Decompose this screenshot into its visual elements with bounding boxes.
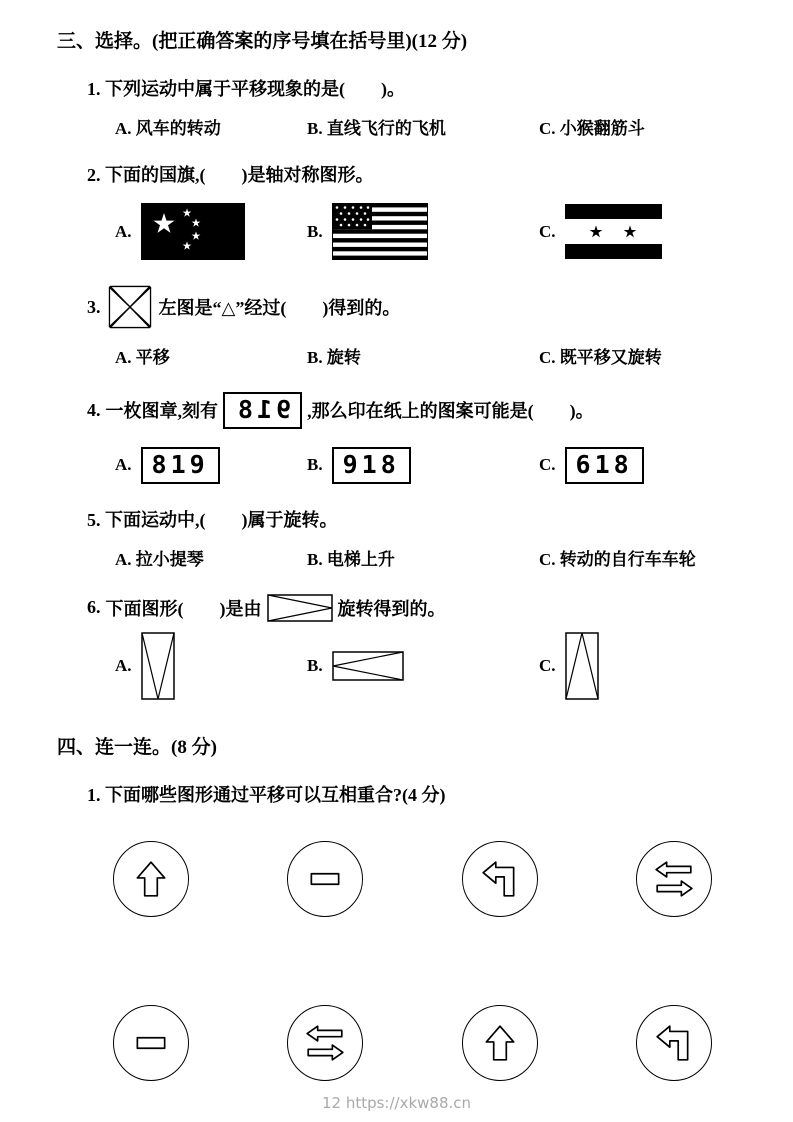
match-shapes-row-2 bbox=[113, 1005, 712, 1081]
q6-shape-a-image bbox=[141, 632, 175, 700]
circle-r2-swap-arrows bbox=[287, 1005, 363, 1081]
footer-watermark: 12 https://xkw88.cn bbox=[321, 1094, 472, 1112]
q5-option-c: C. 转动的自行车车轮 bbox=[539, 549, 696, 569]
q6-text-after: 旋转得到的。 bbox=[337, 598, 446, 619]
up-arrow-icon bbox=[130, 858, 172, 900]
question-3 bbox=[87, 284, 753, 368]
q6-label-c: C. bbox=[539, 655, 556, 675]
two-star-flag-image bbox=[565, 203, 662, 260]
section-4-heading: 四、连一连。(8 分) bbox=[57, 736, 217, 758]
q1-option-a: A. 风车的转动 bbox=[115, 119, 221, 138]
question-4 bbox=[87, 392, 753, 484]
q4-label-c: C. bbox=[539, 455, 556, 475]
q6-number: 6. bbox=[87, 597, 101, 617]
question-6-text-row bbox=[87, 594, 753, 622]
q2-label-a: A. bbox=[115, 221, 132, 241]
q4-digits-c: 618 bbox=[565, 447, 644, 484]
q4-digits-a: 819 bbox=[141, 447, 220, 484]
q2-option-b bbox=[307, 203, 539, 260]
question-5-options bbox=[115, 545, 753, 570]
question-4-options bbox=[115, 447, 753, 484]
pinwheel-image bbox=[106, 284, 154, 330]
q3-text: 左图是“△”经过( )得到的。 bbox=[158, 298, 401, 318]
question-1-options bbox=[115, 114, 753, 139]
q6-text-before: 下面图形( )是由 bbox=[105, 598, 262, 619]
q3-option-c: C. 既平移又旋转 bbox=[539, 348, 662, 367]
question-2 bbox=[87, 161, 753, 260]
circle-r1-up-arrow bbox=[113, 841, 189, 917]
circle-r2-turn-left bbox=[636, 1005, 712, 1081]
q2-option-c bbox=[539, 203, 753, 260]
q2-label-b: B. bbox=[307, 221, 323, 241]
turn-left-arrow-icon bbox=[479, 858, 521, 900]
question-6 bbox=[87, 594, 753, 700]
match-shapes-row-1 bbox=[113, 841, 712, 917]
q6-option-c bbox=[539, 632, 753, 700]
china-flag-image bbox=[141, 203, 245, 260]
q6-label-b: B. bbox=[307, 655, 323, 675]
q1-option-b: B. 直线飞行的飞机 bbox=[307, 119, 446, 138]
circle-r1-swap-arrows bbox=[636, 841, 712, 917]
question-3-options bbox=[115, 343, 753, 368]
q4-text-after: ,那么印在纸上的图案可能是( )。 bbox=[307, 401, 594, 422]
q6-label-a: A. bbox=[115, 655, 132, 675]
q5-option-a: A. 拉小提琴 bbox=[115, 549, 204, 569]
up-arrow-icon bbox=[479, 1022, 521, 1064]
turn-left-arrow-icon bbox=[653, 1022, 695, 1064]
question-6-options bbox=[115, 632, 753, 700]
q6-option-b bbox=[307, 651, 539, 681]
minus-sign-icon bbox=[304, 858, 346, 900]
swap-arrows-icon bbox=[653, 858, 695, 900]
q3-option-a: A. 平移 bbox=[115, 348, 170, 367]
q4-text-before: 一枚图章,刻有 bbox=[105, 401, 218, 422]
q2-label-c: C. bbox=[539, 221, 556, 241]
circle-r1-minus bbox=[287, 841, 363, 917]
circle-r2-minus bbox=[113, 1005, 189, 1081]
q2-option-a bbox=[115, 203, 307, 260]
q4-option-a bbox=[115, 447, 307, 484]
question-5 bbox=[87, 506, 753, 570]
circle-r2-up-arrow bbox=[462, 1005, 538, 1081]
q5-option-b: B. 电梯上升 bbox=[307, 549, 395, 569]
mirrored-stamp-digits: 918 bbox=[223, 392, 302, 429]
sec4-q1-text: 1. 下面哪些图形通过平移可以互相重合?(4 分) bbox=[87, 784, 446, 805]
question-4-text-row bbox=[87, 392, 753, 429]
question-2-text: 2. 下面的国旗,( )是轴对称图形。 bbox=[87, 165, 374, 185]
q3-number: 3. bbox=[87, 296, 101, 317]
question-2-options bbox=[115, 203, 753, 260]
q6-shape-c-image bbox=[565, 632, 599, 700]
question-3-text-row bbox=[87, 284, 753, 330]
minus-sign-icon bbox=[130, 1022, 172, 1064]
usa-flag-image bbox=[332, 203, 428, 260]
q1-option-c: C. 小猴翻筋斗 bbox=[539, 119, 645, 138]
q4-digits-b: 918 bbox=[332, 447, 411, 484]
section-4-question-1 bbox=[87, 781, 753, 807]
section-3-heading: 三、选择。(把正确答案的序号填在括号里)(12 分) bbox=[57, 31, 468, 52]
circle-r1-turn-left bbox=[462, 841, 538, 917]
q6-shape-b-image bbox=[332, 651, 404, 681]
q3-option-b: B. 旋转 bbox=[307, 348, 361, 367]
q4-option-b bbox=[307, 447, 539, 484]
q4-label-b: B. bbox=[307, 455, 323, 475]
question-1-text: 1. 下列运动中属于平移现象的是( )。 bbox=[87, 79, 405, 99]
q6-option-a bbox=[115, 632, 307, 700]
question-1 bbox=[87, 75, 753, 139]
q4-label-a: A. bbox=[115, 455, 132, 475]
q6-source-shape-image bbox=[267, 594, 333, 622]
q4-option-c bbox=[539, 447, 753, 484]
swap-arrows-icon bbox=[304, 1022, 346, 1064]
q4-number: 4. bbox=[87, 399, 101, 420]
question-5-text: 5. 下面运动中,( )属于旋转。 bbox=[87, 509, 338, 530]
